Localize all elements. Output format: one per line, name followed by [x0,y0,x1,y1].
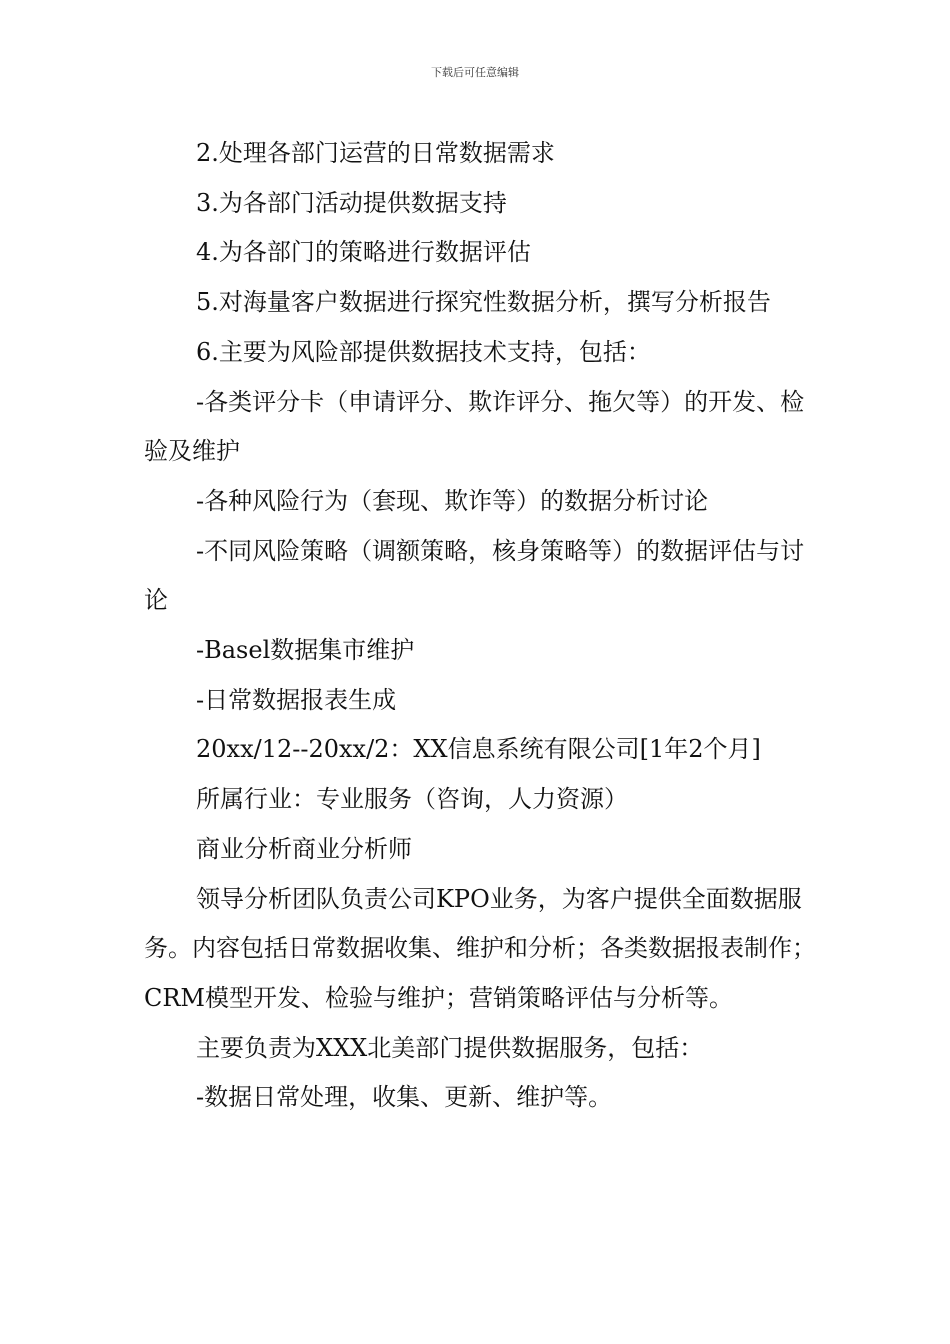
paragraph: 所属行业：专业服务（咨询，人力资源） [196,785,628,814]
paragraph: 4.为各部门的策略进行数据评估 [196,238,531,267]
document-body [144,129,824,1123]
paragraph: 3.为各部门活动提供数据支持 [196,188,507,217]
paragraph: -日常数据报表生成 [196,685,397,714]
paragraph: -各类评分卡（申请评分、欺诈评分、拖欠等）的开发、检验及维护 [144,387,805,466]
paragraph: 商业分析商业分析师 [196,834,412,863]
paragraph: 5.对海量客户数据进行探究性数据分析，撰写分析报告 [196,288,771,317]
paragraph: 6.主要为风险部提供数据技术支持，包括： [196,337,651,366]
paragraph: -各种风险行为（套现、欺诈等）的数据分析讨论 [196,486,709,515]
paragraph: 20xx/12--20xx/2：XX信息系统有限公司[1年2个月] [196,735,761,764]
paragraph: -Basel数据集市维护 [196,636,415,665]
page-header: 下载后可任意编辑 [431,66,519,79]
paragraph: 主要负责为XXX北美部门提供数据服务，包括： [196,1033,704,1062]
paragraph: 2.处理各部门运营的日常数据需求 [196,139,555,167]
paragraph: -数据日常处理，收集、更新、维护等。 [196,1083,613,1112]
paragraph: 领导分析团队负责公司KPO业务，为客户提供全面数据服务。内容包括日常数据收集、维护和分析；各类数据报表制作；CRM模型开发、检验与维护；营销策略评估与分析等。 [144,884,816,1012]
paragraph: -不同风险策略（调额策略，核身策略等）的数据评估与讨论 [144,536,805,615]
